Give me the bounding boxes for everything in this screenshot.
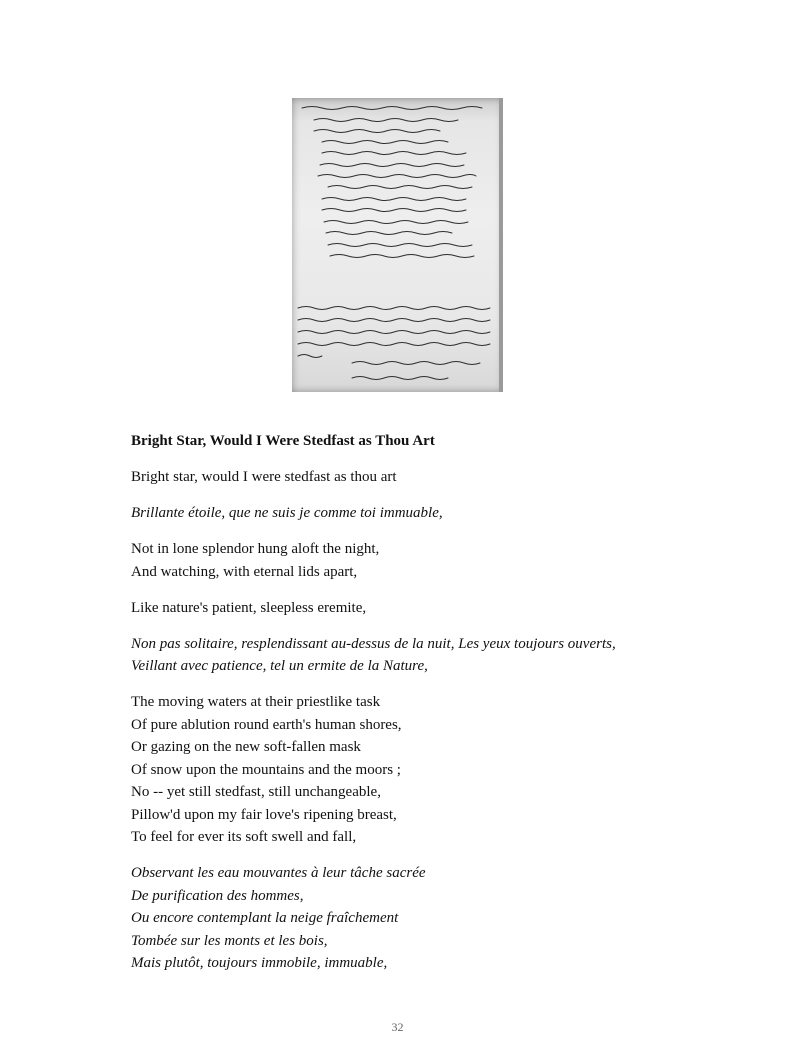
poem-line: Veillant avec patience, tel un ermite de la Nature,: [131, 658, 428, 674]
poem-line: And watching, with eternal lids apart,: [131, 563, 358, 580]
poem-line: Non pas solitaire, resplendissant au-dessus de la nuit, Les yeux toujours ouverts,: [131, 635, 616, 652]
poem-line: De purification des hommes,: [131, 887, 304, 904]
poem-line: Tombée sur les monts et les bois,: [131, 932, 328, 949]
poem-line: Of pure ablution round earth's human shores,: [131, 716, 402, 733]
stanza-en: [131, 691, 663, 849]
poem-line: Of snow upon the mountains and the moors ;: [131, 761, 401, 778]
stanza-fr: [131, 633, 663, 678]
page-number: 32: [391, 1020, 404, 1034]
poem-line: Observant les eau mouvantes à leur tâche sacrée: [131, 865, 426, 881]
poem-line: The moving waters at their priestlike task: [131, 694, 381, 710]
stanza-fr: [131, 502, 663, 525]
stanza-en: [131, 538, 663, 583]
handwriting-scribble: [292, 98, 503, 392]
manuscript-image: [292, 98, 503, 392]
poem-line: Not in lone splendor hung aloft the night,: [131, 541, 380, 557]
poem-content: [131, 430, 663, 988]
poem-line: Pillow'd upon my fair love's ripening breast,: [131, 806, 397, 823]
poem-line: Mais plutôt, toujours immobile, immuable,: [131, 955, 388, 971]
poem-line: Or gazing on the new soft-fallen mask: [131, 739, 361, 755]
stanza-en: [131, 466, 663, 489]
poem-line: Like nature's patient, sleepless eremite,: [131, 599, 367, 616]
poem-title: Bright Star, Would I Were Stedfast as Thou Art: [131, 433, 435, 449]
poem-line: No -- yet still stedfast, still unchangeable,: [131, 784, 381, 800]
stanza-fr: [131, 862, 663, 975]
poem-line: Bright star, would I were stedfast as thou art: [131, 469, 397, 485]
poem-line: To feel for ever its soft swell and fall,: [131, 829, 357, 845]
poem-line: Ou encore contemplant la neige fraîchement: [131, 910, 399, 926]
poem-line: Brillante étoile, que ne suis je comme toi immuable,: [131, 505, 443, 521]
stanza-en: [131, 597, 663, 620]
